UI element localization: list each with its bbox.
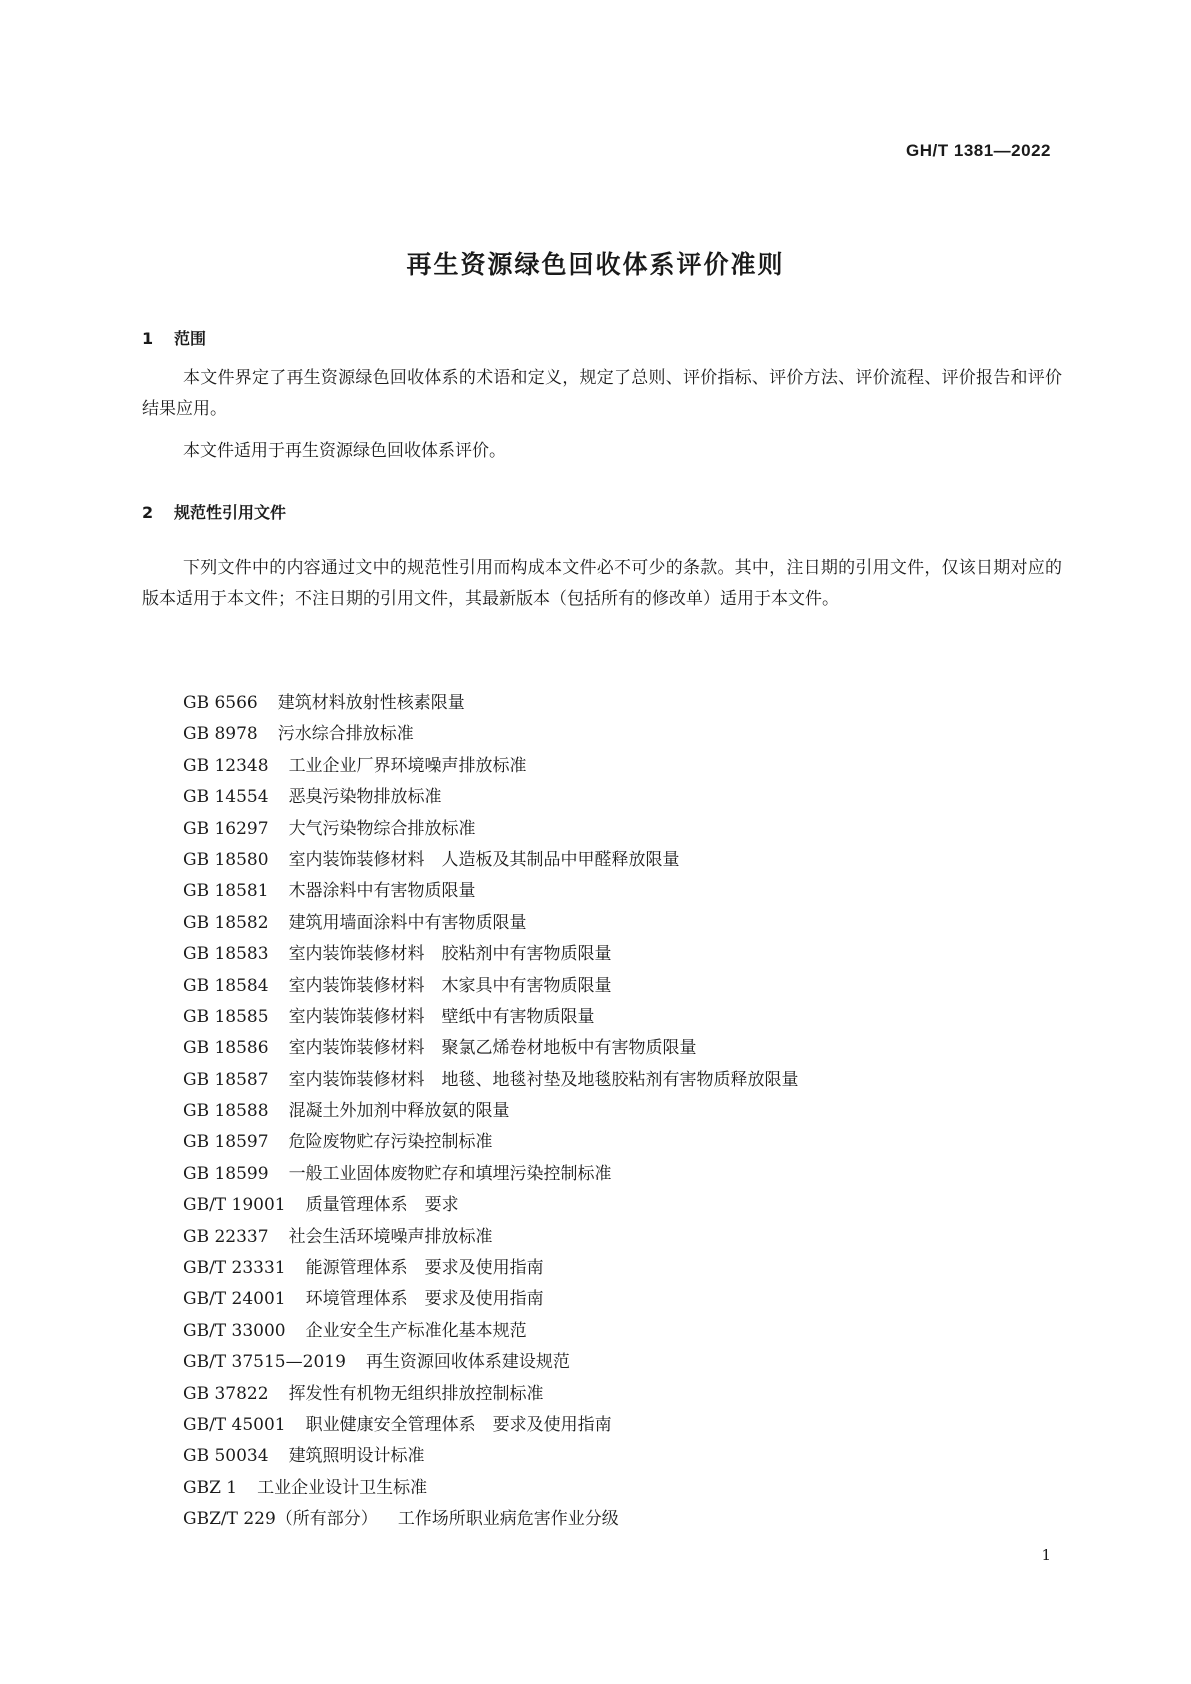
reference-code: GB 14554 xyxy=(183,787,269,808)
section-2-heading xyxy=(142,500,286,523)
reference-code: GB 18580 xyxy=(183,849,269,870)
reference-code: GB 18588 xyxy=(183,1101,269,1122)
section-title: 范围 xyxy=(174,329,207,348)
section-number: 2 xyxy=(142,503,154,522)
page-number: 1 xyxy=(1041,1546,1051,1564)
reference-code: GB 6566 xyxy=(183,693,258,713)
reference-code: GB/T 19001 xyxy=(183,1195,286,1216)
reference-title: 建筑材料放射性核素限量 xyxy=(277,693,465,713)
reference-title: 挥发性有机物无组织排放控制标准 xyxy=(288,1383,544,1404)
reference-item xyxy=(183,814,799,845)
reference-item xyxy=(183,782,799,813)
reference-title: 污水综合排放标准 xyxy=(277,724,414,745)
reference-title: 社会生活环境噪声排放标准 xyxy=(288,1226,493,1247)
reference-item xyxy=(183,1065,799,1096)
reference-code: GB 18582 xyxy=(183,912,269,933)
reference-code: GBZ/T 229（所有部分） xyxy=(183,1509,378,1530)
reference-code: GB 18581 xyxy=(183,881,269,902)
reference-item xyxy=(183,1190,799,1221)
reference-code: GB 22337 xyxy=(183,1226,269,1247)
reference-code: GB 18597 xyxy=(183,1132,269,1153)
reference-title: 职业健康安全管理体系 要求及使用指南 xyxy=(305,1414,612,1435)
reference-item xyxy=(183,1002,799,1033)
reference-item xyxy=(183,1473,799,1504)
reference-code: GB/T 45001 xyxy=(183,1414,286,1435)
reference-code: GB 16297 xyxy=(183,818,269,839)
section-number: 1 xyxy=(142,329,154,348)
reference-code: GB 18584 xyxy=(183,975,269,996)
reference-title: 建筑照明设计标准 xyxy=(288,1446,425,1467)
reference-title: 再生资源回收体系建设规范 xyxy=(365,1352,570,1373)
reference-code: GB 18586 xyxy=(183,1038,269,1059)
reference-code: GB 18585 xyxy=(183,1006,269,1027)
reference-item xyxy=(183,876,799,907)
reference-item xyxy=(183,908,799,939)
reference-title: 危险废物贮存污染控制标准 xyxy=(288,1132,493,1153)
reference-item xyxy=(183,719,799,750)
reference-item xyxy=(183,688,799,719)
reference-code: GB 18587 xyxy=(183,1069,269,1090)
reference-title: 室内装饰装修材料 聚氯乙烯卷材地板中有害物质限量 xyxy=(288,1038,697,1059)
reference-item xyxy=(183,1222,799,1253)
reference-code: GB 37822 xyxy=(183,1383,269,1404)
applicability-paragraph: 本文件适用于再生资源绿色回收体系评价。 xyxy=(183,441,506,461)
reference-item xyxy=(183,971,799,1002)
reference-code: GBZ 1 xyxy=(183,1477,238,1498)
reference-code: GB/T 37515—2019 xyxy=(183,1352,346,1373)
reference-item xyxy=(183,1159,799,1190)
reference-list xyxy=(183,688,799,1536)
reference-title: 室内装饰装修材料 地毯、地毯衬垫及地毯胶粘剂有害物质释放限量 xyxy=(288,1069,799,1090)
reference-title: 能源管理体系 要求及使用指南 xyxy=(305,1258,544,1279)
reference-item xyxy=(183,1410,799,1441)
reference-item xyxy=(183,1316,799,1347)
reference-code: GB 8978 xyxy=(183,724,258,745)
reference-item xyxy=(183,1033,799,1064)
reference-item xyxy=(183,1441,799,1472)
reference-code: GB 50034 xyxy=(183,1446,269,1467)
reference-title: 企业安全生产标准化基本规范 xyxy=(305,1320,527,1341)
document-code: GH/T 1381—2022 xyxy=(906,141,1051,160)
reference-title: 一般工业固体废物贮存和填埋污染控制标准 xyxy=(288,1163,612,1184)
reference-title: 工业企业厂界环境噪声排放标准 xyxy=(288,755,527,776)
reference-title: 室内装饰装修材料 胶粘剂中有害物质限量 xyxy=(288,944,612,965)
reference-item xyxy=(183,1096,799,1127)
reference-code: GB/T 24001 xyxy=(183,1289,286,1310)
document-title: 再生资源绿色回收体系评价准则 xyxy=(406,250,785,279)
reference-title: 恶臭污染物排放标准 xyxy=(288,787,442,808)
scope-paragraph: 本文件界定了再生资源绿色回收体系的术语和定义，规定了总则、评价指标、评价方法、评价流程、评价报告和评价结果应用。 xyxy=(142,368,1062,419)
reference-title: 工作场所职业病危害作业分级 xyxy=(397,1509,619,1530)
reference-item xyxy=(183,1347,799,1378)
reference-title: 室内装饰装修材料 壁纸中有害物质限量 xyxy=(288,1006,595,1027)
reference-item xyxy=(183,1253,799,1284)
reference-title: 质量管理体系 要求 xyxy=(305,1195,459,1216)
reference-code: GB 18599 xyxy=(183,1163,269,1184)
reference-title: 木器涂料中有害物质限量 xyxy=(288,881,476,902)
reference-item xyxy=(183,751,799,782)
reference-item xyxy=(183,1379,799,1410)
reference-title: 大气污染物综合排放标准 xyxy=(288,818,476,839)
reference-code: GB 18583 xyxy=(183,944,269,965)
reference-code: GB/T 23331 xyxy=(183,1258,286,1279)
reference-item xyxy=(183,1504,799,1535)
reference-item xyxy=(183,939,799,970)
reference-title: 混凝土外加剂中释放氨的限量 xyxy=(288,1101,510,1122)
reference-title: 室内装饰装修材料 人造板及其制品中甲醛释放限量 xyxy=(288,849,680,870)
reference-item xyxy=(183,1127,799,1158)
section-1-heading xyxy=(142,326,206,349)
reference-code: GB/T 33000 xyxy=(183,1320,286,1341)
section-title: 规范性引用文件 xyxy=(174,503,287,522)
reference-item xyxy=(183,845,799,876)
reference-title: 室内装饰装修材料 木家具中有害物质限量 xyxy=(288,975,612,996)
reference-item xyxy=(183,1284,799,1315)
reference-code: GB 12348 xyxy=(183,755,269,776)
reference-title: 建筑用墙面涂料中有害物质限量 xyxy=(288,912,527,933)
normative-references-intro: 下列文件中的内容通过文中的规范性引用而构成本文件必不可少的条款。其中，注日期的引用文件，仅该日期对应的版本适用于本文件；不注日期的引用文件，其最新版本（包括所有的修改单）适用于本文件。 xyxy=(142,558,1062,609)
reference-title: 工业企业设计卫生标准 xyxy=(257,1477,428,1498)
reference-title: 环境管理体系 要求及使用指南 xyxy=(305,1289,544,1310)
